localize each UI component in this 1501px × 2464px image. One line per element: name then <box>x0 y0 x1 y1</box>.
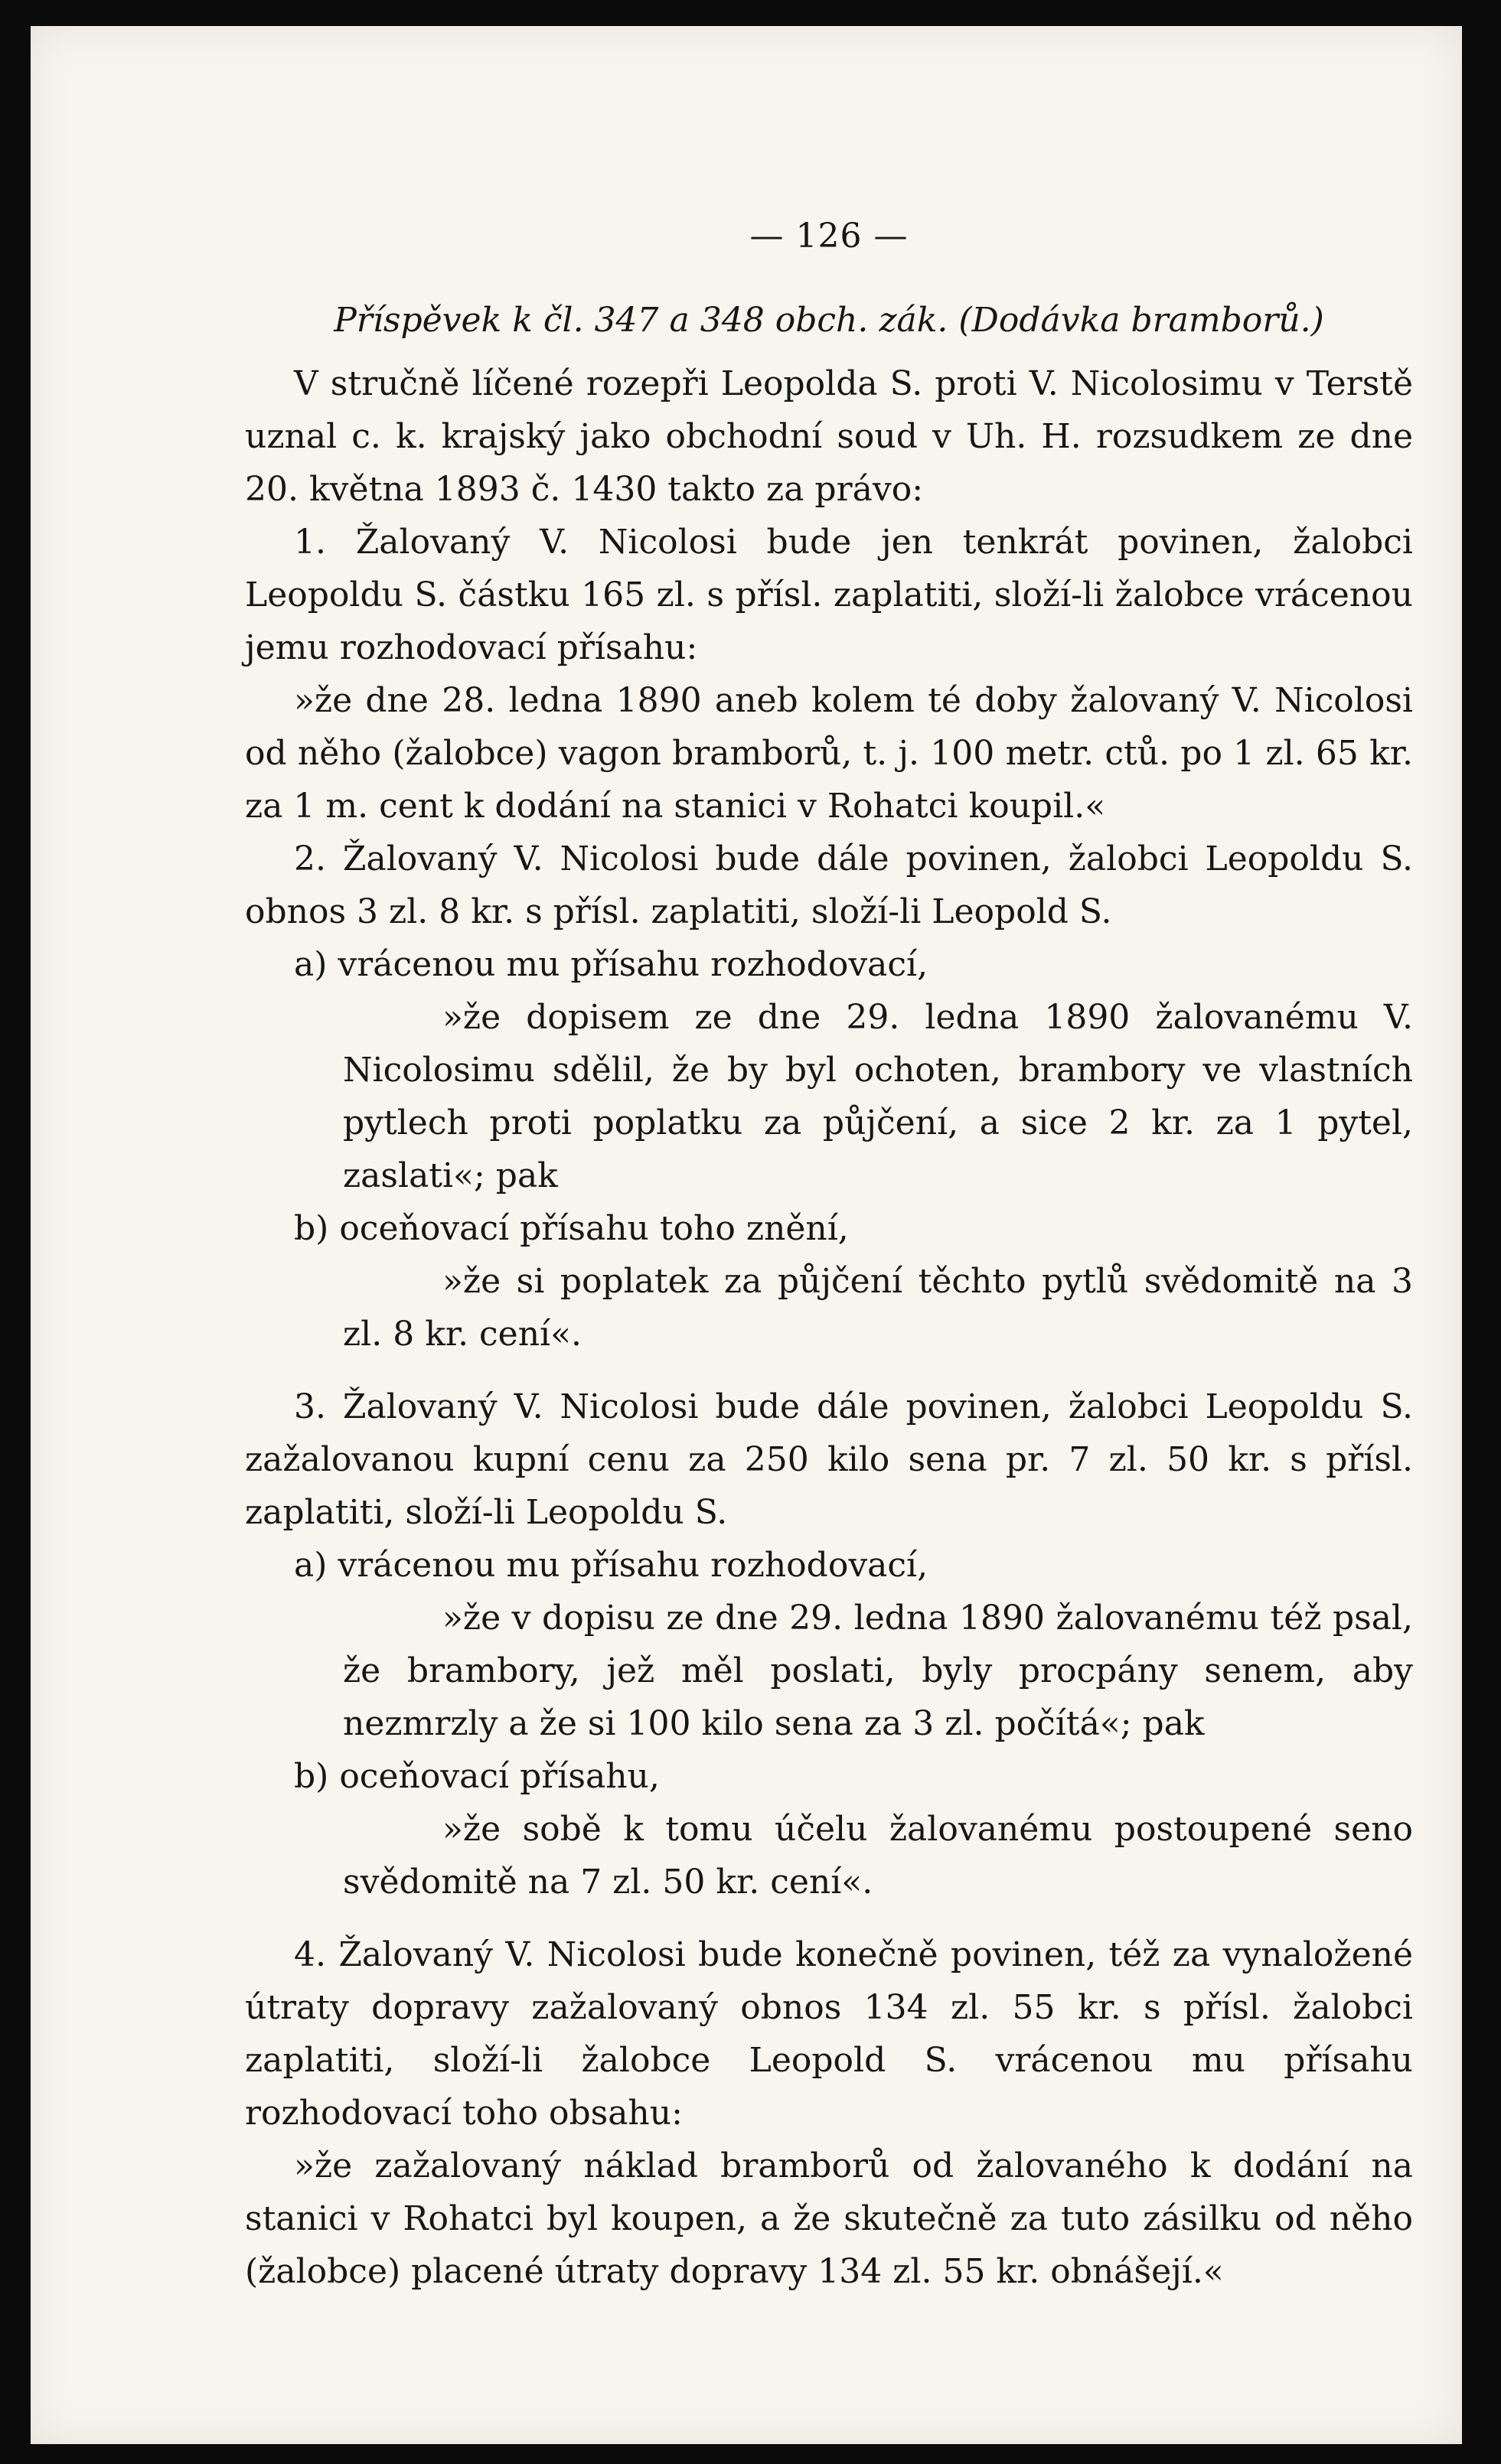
oath-quote-1: »že dne 28. ledna 1890 aneb kolem té doby žalovaný V. Nicolosi od něho (žalobce) vagon bramborů, t. j. 100 metr. ctů. po 1 zl. 65 kr. za 1 m. cent k dodání na stanici v Rohatci koupil.« <box>245 681 1413 826</box>
paragraph-point-2: 2. Žalovaný V. Nicolosi bude dále povinen, žalobci Leopoldu S. obnos 3 zl. 8 kr. s přísl. zaplatiti, složí-li Leopold S. <box>245 839 1413 931</box>
page-number: — 126 — <box>749 217 909 256</box>
book-page <box>31 26 1462 2444</box>
paragraph-point-3: 3. Žalovaný V. Nicolosi bude dále povinen, žalobci Leopoldu S. zažalovanou kupní cenu za 250 kilo sena pr. 7 zl. 50 kr. s přísl. zaplatiti, složí-li Leopoldu S. <box>245 1387 1413 1532</box>
paragraph-intro: V stručně líčené rozepři Leopolda S. proti V. Nicolosimu v Terstě uznal c. k. krajský jako obchodní soud v Uh. H. rozsudkem ze dne 20. května 1893 č. 1430 takto za právo: <box>245 364 1413 509</box>
article-heading: Příspěvek k čl. 347 a 348 obch. zák. (Dodávka bramborů.) <box>334 301 1324 340</box>
oath-quote-3a: »že v dopisu ze dne 29. ledna 1890 žalovanému též psal, že brambory, jež měl poslati, byly procpány senem, aby nezmrzly a že si 100 kilo sena za 3 zl. počítá«; pak <box>343 1599 1413 1743</box>
point-3-sub-b: b) oceňovací přísahu, <box>294 1757 660 1796</box>
oath-quote-2b: »že si poplatek za půjčení těchto pytlů svědomitě na 3 zl. 8 kr. cení«. <box>343 1262 1413 1354</box>
point-2-sub-b: b) oceňovací přísahu toho znění, <box>294 1209 849 1248</box>
paragraph-point-4: 4. Žalovaný V. Nicolosi bude konečně povinen, též za vynaložené útraty dopravy zažalovaný obnos 134 zl. 55 kr. s přísl. žalobci zaplatiti, složí-li žalobce Leopold S. vrácenou mu přísahu rozhodovací toho obsahu: <box>245 1935 1413 2133</box>
oath-quote-4: »že zažalovaný náklad bramborů od žalovaného k dodání na stanici v Rohatci byl koupen, a že skutečně za tuto zásilku od něho (žalobce) placené útraty dopravy 134 zl. 55 kr. obnášejí.« <box>245 2146 1413 2291</box>
oath-quote-2a: »že dopisem ze dne 29. ledna 1890 žalovanému V. Nicolosimu sdělil, že by byl ochoten, brambory ve vlastních pytlech proti poplatku za půjčení, a sice 2 kr. za 1 pytel, zaslati«; pak <box>343 998 1413 1195</box>
oath-quote-3b: »že sobě k tomu účelu žalovanému postoupené seno svědomitě na 7 zl. 50 kr. cení«. <box>343 1810 1413 1902</box>
point-3-sub-a: a) vrácenou mu přísahu rozhodovací, <box>294 1546 928 1585</box>
paragraph-point-1: 1. Žalovaný V. Nicolosi bude jen tenkrát povinen, žalobci Leopoldu S. částku 165 zl. s přísl. zaplatiti, složí-li žalobce vrácenou jemu rozhodovací přísahu: <box>245 523 1413 667</box>
point-2-sub-a: a) vrácenou mu přísahu rozhodovací, <box>294 945 928 984</box>
page-text <box>245 210 1413 2298</box>
